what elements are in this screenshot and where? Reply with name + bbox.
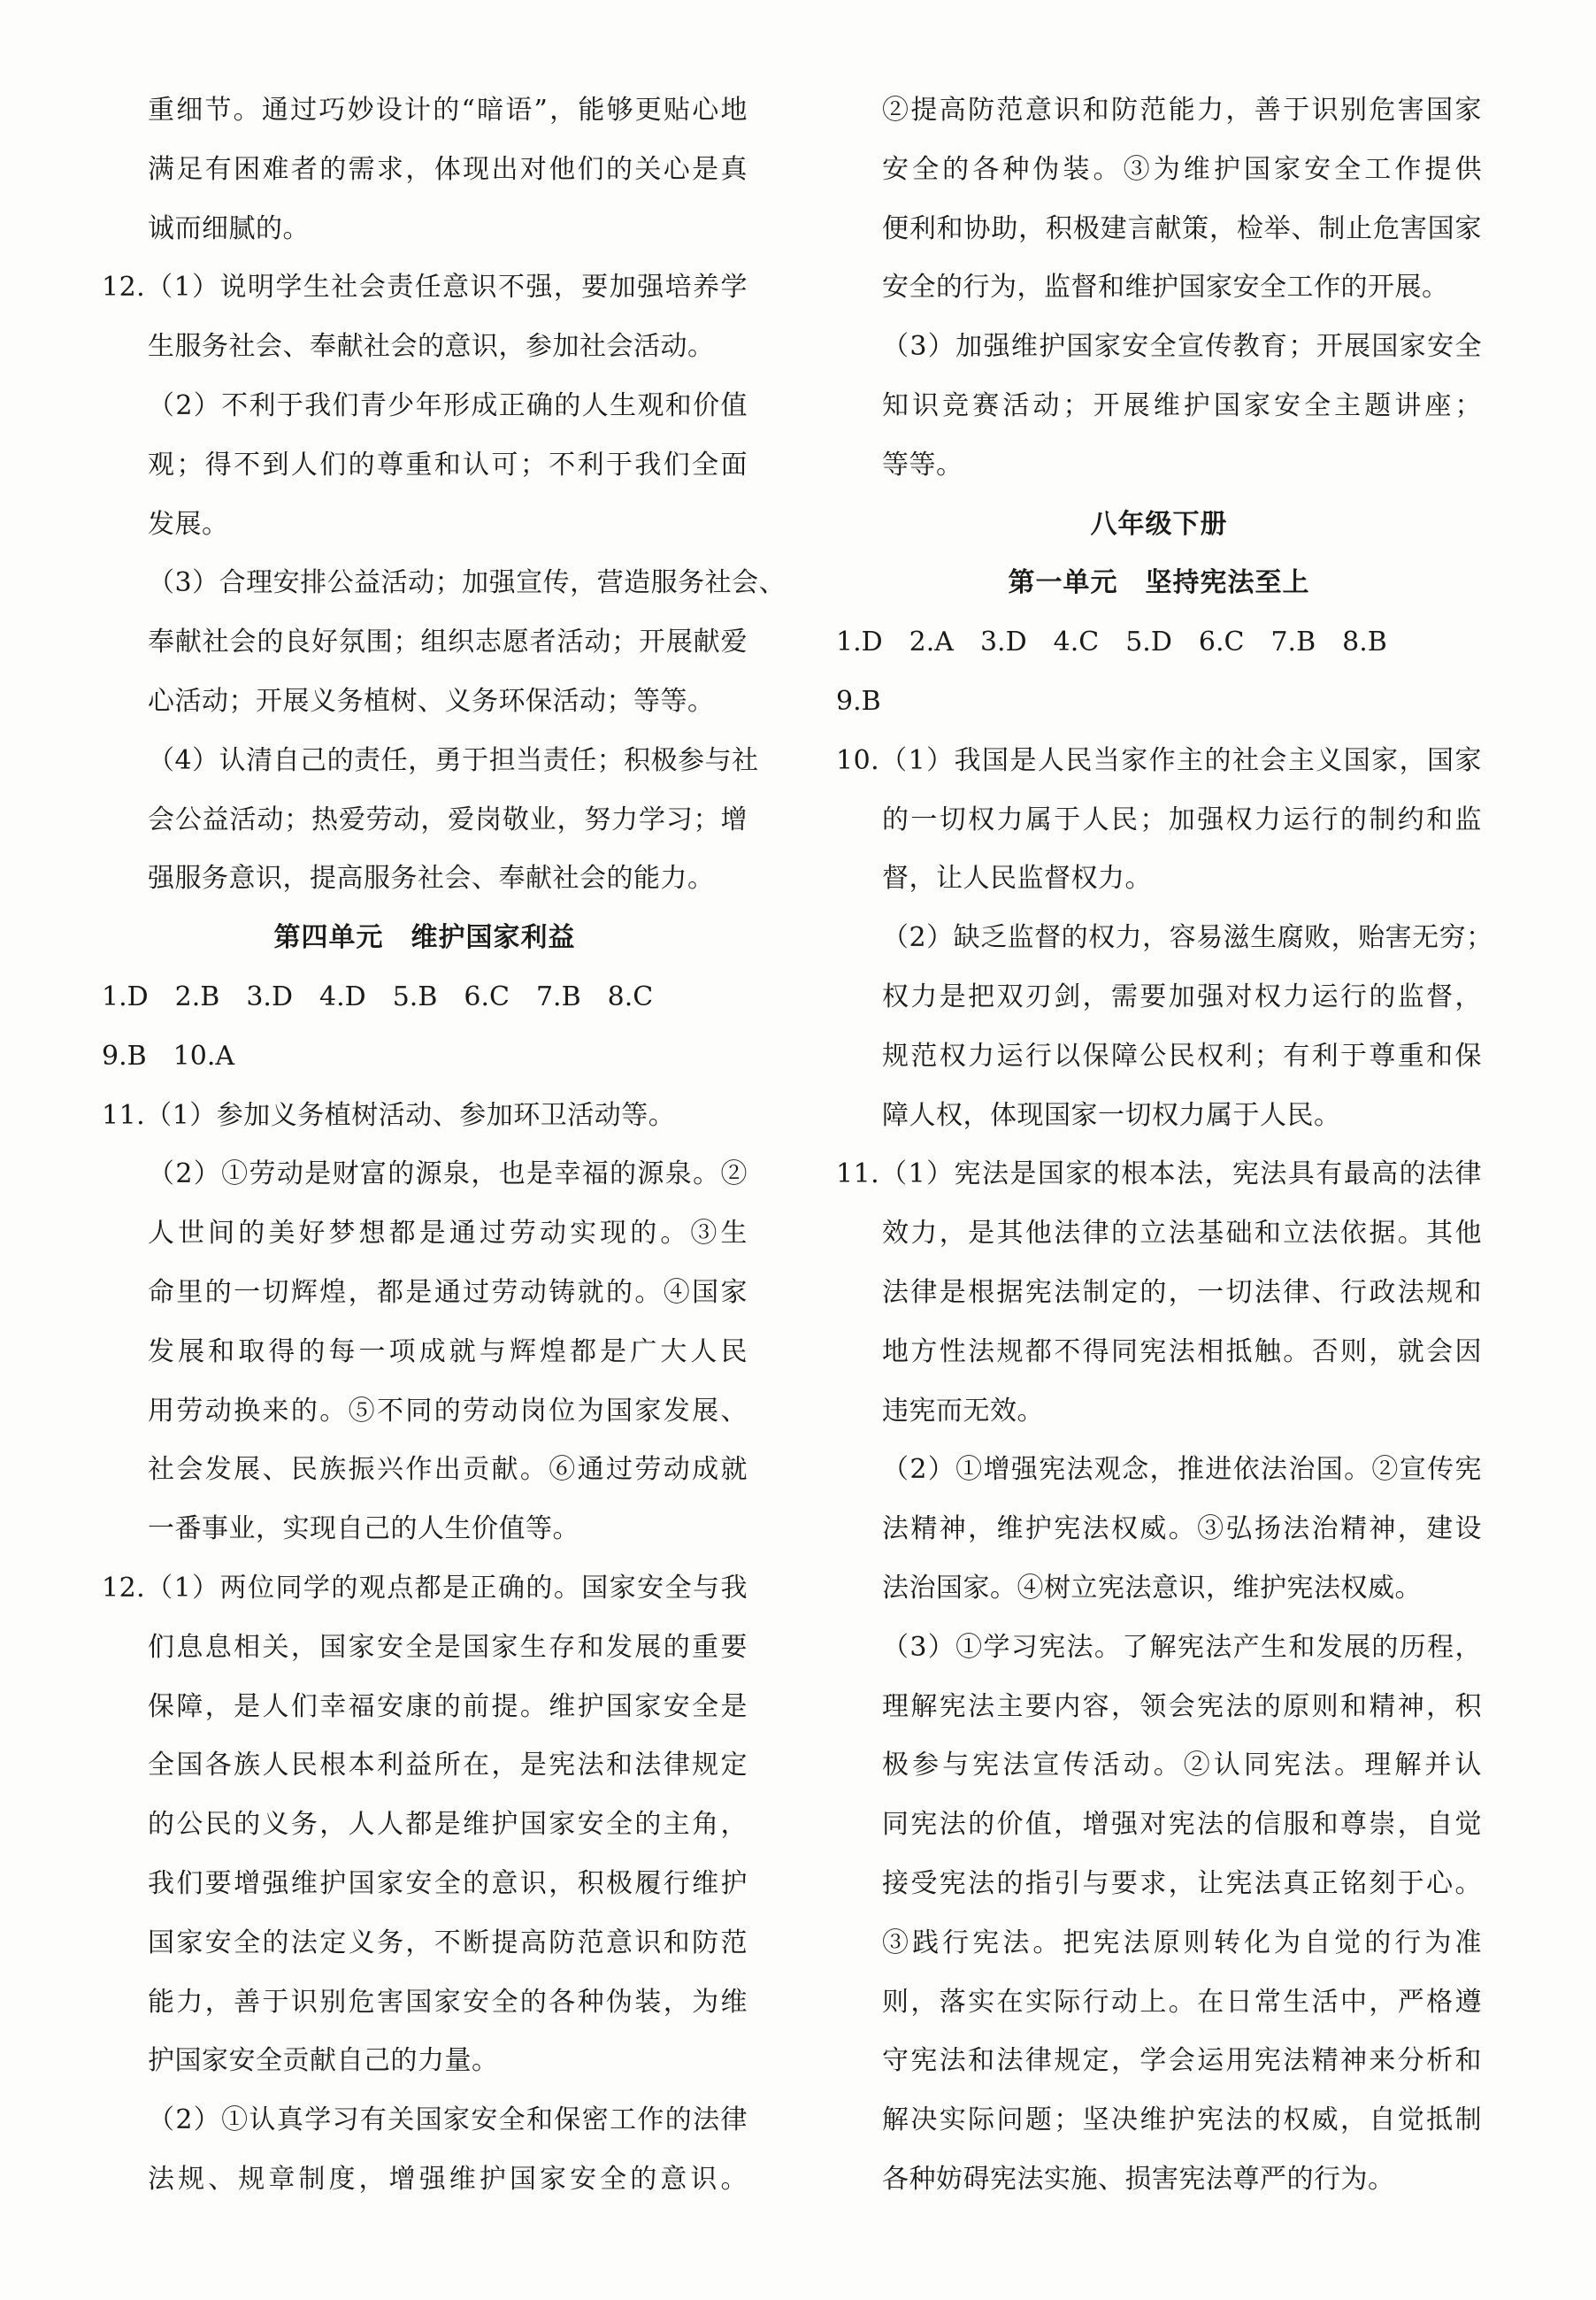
left-text-line: 重细节。通过巧妙设计的“暗语”，能够更贴心地 bbox=[148, 95, 748, 126]
right-text-line: 1.D 2.A 3.D 4.C 5.D 6.C 7.B 8.B bbox=[836, 627, 1387, 658]
left-text-line: （3）合理安排公益活动；加强宣传，营造服务社会、 bbox=[148, 567, 786, 599]
right-text-line: 知识竞赛活动；开展维护国家安全主题讲座； bbox=[882, 389, 1482, 421]
left-text-line: 生服务社会、奉献社会的意识，参加社会活动。 bbox=[148, 331, 715, 363]
left-text-line: 奉献社会的良好氛围；组织志愿者活动；开展献爱 bbox=[148, 627, 748, 658]
right-text-line: 等等。 bbox=[882, 449, 963, 481]
right-text-line: （3）①学习宪法。了解宪法产生和发展的历程， bbox=[882, 1631, 1482, 1663]
left-text-line: （4）认清自己的责任，勇于担当责任；积极参与社 bbox=[148, 744, 759, 776]
right-text-line: 接受宪法的指引与要求，让宪法真正铭刻于心。 bbox=[882, 1867, 1482, 1899]
left-text-line: 能力，善于识别危害国家安全的各种伪装，为维 bbox=[148, 1986, 748, 2018]
right-text-line: 障人权，体现国家一切权力属于人民。 bbox=[882, 1099, 1341, 1131]
left-column bbox=[102, 81, 786, 2210]
right-text-line: 安全的行为，监督和维护国家安全工作的开展。 bbox=[882, 272, 1449, 304]
left-text-line: 心活动；开展义务植树、义务环保活动；等等。 bbox=[148, 685, 715, 717]
left-text-line: 护国家安全贡献自己的力量。 bbox=[148, 2045, 499, 2077]
left-text-line: 第四单元 维护国家利益 bbox=[273, 922, 576, 954]
right-text-line: 安全的各种伪装。③为维护国家安全工作提供 bbox=[882, 153, 1482, 185]
right-column bbox=[836, 81, 1493, 2210]
left-text-line: 12.（1）说明学生社会责任意识不强，要加强培养学 bbox=[102, 272, 748, 304]
left-text-line: 法规、规章制度，增强维护国家安全的意识。 bbox=[148, 2163, 748, 2195]
left-text-line: 满足有困难者的需求，体现出对他们的关心是真 bbox=[148, 153, 748, 185]
left-text-line: 国家安全的法定义务，不断提高防范意识和防范 bbox=[148, 1927, 748, 1958]
left-text-line: 发展。 bbox=[148, 508, 229, 540]
left-text-line: 命里的一切辉煌，都是通过劳动铸就的。④国家 bbox=[148, 1276, 748, 1308]
right-text-line: （2）缺乏监督的权力，容易滋生腐败，贻害无穷； bbox=[882, 922, 1493, 954]
left-text-line: 社会发展、民族振兴作出贡献。⑥通过劳动成就 bbox=[148, 1454, 748, 1486]
right-text-line: 守宪法和法律规定，学会运用宪法精神来分析和 bbox=[882, 2045, 1482, 2077]
right-text-line: 10.（1）我国是人民当家作主的社会主义国家，国家 bbox=[836, 744, 1482, 776]
right-text-line: ③践行宪法。把宪法原则转化为自觉的行为准 bbox=[882, 1927, 1482, 1958]
left-text-line: （2）①劳动是财富的源泉，也是幸福的源泉。② bbox=[148, 1158, 748, 1190]
left-text-line: 一番事业，实现自己的人生价值等。 bbox=[148, 1513, 579, 1545]
right-text-line: 极参与宪法宣传活动。②认同宪法。理解并认 bbox=[882, 1750, 1482, 1781]
left-text-line: 们息息相关，国家安全是国家生存和发展的重要 bbox=[148, 1631, 748, 1663]
right-text-line: 法律是根据宪法制定的，一切法律、行政法规和 bbox=[882, 1276, 1482, 1308]
left-text-line: 1.D 2.B 3.D 4.D 5.B 6.C 7.B 8.C bbox=[102, 981, 654, 1012]
left-text-line: 观；得不到人们的尊重和认可；不利于我们全面 bbox=[148, 449, 748, 481]
left-text-line: 的公民的义务，人人都是维护国家安全的主角， bbox=[148, 1809, 748, 1841]
right-text-line: 便利和协助，积极建言献策，检举、制止危害国家 bbox=[882, 212, 1482, 244]
right-text-line: （2）①增强宪法观念，推进依法治国。②宣传宪 bbox=[882, 1454, 1482, 1486]
right-text-line: 法治国家。④树立宪法意识，维护宪法权威。 bbox=[882, 1572, 1422, 1604]
right-text-line: 的一切权力属于人民；加强权力运行的制约和监 bbox=[882, 804, 1482, 835]
right-text-line: 9.B bbox=[836, 685, 881, 717]
right-text-line: 同宪法的价值，增强对宪法的信服和尊崇，自觉 bbox=[882, 1809, 1482, 1841]
right-text-line: 解决实际问题；坚决维护宪法的权威，自觉抵制 bbox=[882, 2104, 1482, 2136]
left-text-line: 人世间的美好梦想都是通过劳动实现的。③生 bbox=[148, 1218, 748, 1250]
right-text-line: 督，让人民监督权力。 bbox=[882, 863, 1152, 895]
right-text-line: 11.（1）宪法是国家的根本法，宪法具有最高的法律 bbox=[836, 1158, 1482, 1190]
left-text-line: 会公益活动；热爱劳动，爱岗敬业，努力学习；增 bbox=[148, 804, 748, 835]
right-text-line: （3）加强维护国家安全宣传教育；开展国家安全 bbox=[882, 331, 1482, 363]
left-text-line: 强服务意识，提高服务社会、奉献社会的能力。 bbox=[148, 863, 715, 895]
left-text-line: 全国各族人民根本利益所在，是宪法和法律规定 bbox=[148, 1750, 748, 1781]
left-text-line: （2）①认真学习有关国家安全和保密工作的法律 bbox=[148, 2104, 748, 2136]
right-text-line: ②提高防范意识和防范能力，善于识别危害国家 bbox=[882, 95, 1482, 126]
right-text-line: 权力是把双刃剑，需要加强对权力运行的监督， bbox=[882, 981, 1482, 1012]
right-text-line: 效力，是其他法律的立法基础和立法依据。其他 bbox=[882, 1218, 1482, 1250]
left-text-line: 发展和取得的每一项成就与辉煌都是广大人民 bbox=[148, 1335, 748, 1367]
left-text-line: （2）不利于我们青少年形成正确的人生观和价值 bbox=[148, 389, 748, 421]
right-text-line: 则，落实在实际行动上。在日常生活中，严格遵 bbox=[882, 1986, 1482, 2018]
right-text-line: 第一单元 坚持宪法至上 bbox=[1008, 567, 1310, 599]
right-text-line: 违宪而无效。 bbox=[882, 1395, 1044, 1427]
left-text-line: 12.（1）两位同学的观点都是正确的。国家安全与我 bbox=[102, 1572, 748, 1604]
right-text-line: 法精神，维护宪法权威。③弘扬法治精神，建设 bbox=[882, 1513, 1482, 1545]
left-text-line: 用劳动换来的。⑤不同的劳动岗位为国家发展、 bbox=[148, 1395, 748, 1427]
right-text-line: 理解宪法主要内容，领会宪法的原则和精神，积 bbox=[882, 1690, 1482, 1722]
left-text-line: 我们要增强维护国家安全的意识，积极履行维护 bbox=[148, 1867, 748, 1899]
left-text-line: 9.B 10.A bbox=[102, 1040, 235, 1072]
left-text-line: 11.（1）参加义务植树活动、参加环卫活动等。 bbox=[102, 1099, 676, 1131]
right-text-line: 八年级下册 bbox=[1090, 508, 1228, 540]
left-text-line: 保障，是人们幸福安康的前提。维护国家安全是 bbox=[148, 1690, 748, 1722]
left-text-line: 诚而细腻的。 bbox=[148, 212, 310, 244]
right-text-line: 地方性法规都不得同宪法相抵触。否则，就会因 bbox=[882, 1335, 1482, 1367]
right-text-line: 规范权力运行以保障公民权利；有利于尊重和保 bbox=[882, 1040, 1482, 1072]
right-text-line: 各种妨碍宪法实施、损害宪法尊严的行为。 bbox=[882, 2163, 1395, 2195]
